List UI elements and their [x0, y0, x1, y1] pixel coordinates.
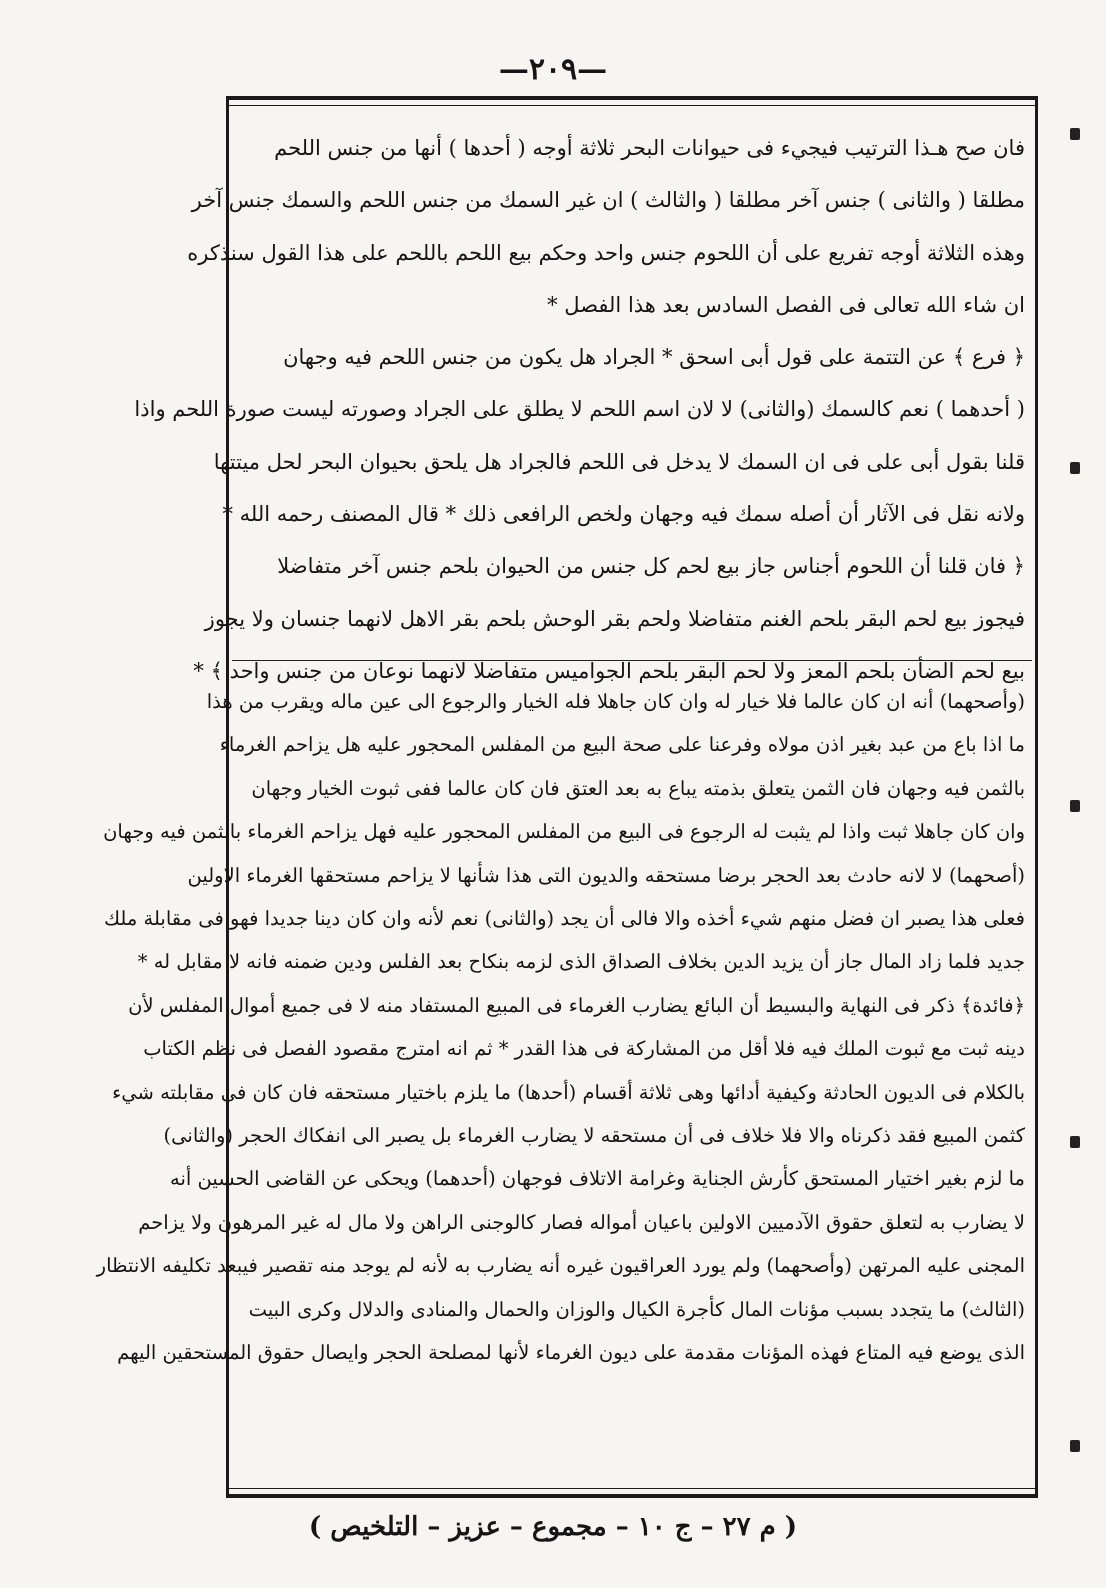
text-line: وهذه الثلاثة أوجه تفريع على أن اللحوم جنس واحد وحكم بيع اللحم باللحم على هذا القول سنذكره: [187, 240, 1025, 265]
text-line: قلنا بقول أبى على فى ان السمك لا يدخل فى اللحم فالجراد هل يلحق بحيوان البحر لحل ميتتها: [213, 449, 1025, 474]
text-line: بيع لحم الضأن بلحم المعز ولا لحم البقر بلحم الجواميس متفاضلا لانهما نوعان من جنس واحد ﴾ *: [193, 658, 1025, 683]
text-line: ما اذا باع من عبد بغير اذن مولاه وفرعنا على صحة البيع من المفلس المحجور عليه هل يزاحم الغرماء: [219, 733, 1025, 757]
binding-hole-mark: [1070, 462, 1080, 474]
text-line: دينه ثبت مع ثبوت الملك فيه فلا أقل من المشاركة فى هذا القدر * ثم انه امترج مقصود الفصل فى نظم الكتاب: [143, 1037, 1025, 1061]
binding-hole-mark: [1070, 128, 1080, 140]
text-line: (الثالث) ما يتجدد بسبب مؤنات المال كأجرة الكيال والوزان والحمال والمنادى والدلال وكرى البيت: [248, 1297, 1025, 1321]
text-line: جديد فلما زاد المال جاز أن يزيد الدين بخلاف الصداق الذى لزمه بنكاح بعد الفلس ودين ضمنه فانه لا مقابل له *: [137, 950, 1025, 974]
section-divider: [232, 660, 1032, 661]
commentary-text-block: [96, 680, 1025, 1375]
text-line: (أصحهما) لا لانه حادث بعد الحجر برضا مستحقه والديون التى هذا شأنها لا يزاحم مستحقها الغرماء الاولين: [187, 863, 1025, 887]
text-line: بالثمن فيه وجهان فان الثمن يتعلق بذمته يباع به بعد العتق فان كان عالما ففى ثبوت الخيار وجهان: [251, 776, 1025, 800]
text-line: مطلقا ( والثانى ) جنس آخر مطلقا ( والثالث ) ان غير السمك من جنس اللحم والسمك جنس آخر: [191, 188, 1025, 213]
text-line: لا يضارب به لتعلق حقوق الآدميين الاولين باعيان أمواله فصار كالوجنى الراهن ولا مال له غير المرهون ولا يزاحم: [138, 1210, 1025, 1234]
text-line: ان شاء الله تعالى فى الفصل السادس بعد هذا الفصل *: [547, 292, 1025, 317]
text-line: المجنى عليه المرتهن (وأصحهما) ولم يورد العراقيون غيره أنه يضارب به لأنه لم يوجد منه تقصير فيبعد تكليفه الانتظار: [96, 1254, 1025, 1278]
text-line: بالكلام فى الديون الحادثة وكيفية أدائها وهى ثلاثة أقسام (أحدها) ما يلزم باختيار مستحقه فان كان فى مقابلته شيء: [112, 1080, 1025, 1104]
text-line: ﴿فائدة﴾ ذكر فى النهاية والبسيط أن البائع يضارب الغرماء فى المبيع المستفاد منه لا فى جميع أموال المفلس لأن: [128, 993, 1025, 1017]
text-line: ولانه نقل فى الآثار أن أصله سمك فيه وجهان ولخص الرافعى ذلك * قال المصنف رحمه الله *: [222, 502, 1025, 527]
text-line: ﴿ فرع ﴾ عن التتمة على قول أبى اسحق * الجراد هل يكون من جنس اللحم فيه وجهان: [283, 345, 1025, 370]
bottom-double-rule: [226, 1488, 1038, 1498]
text-line: فعلى هذا يصبر ان فضل منهم شيء أخذه والا فالى أن يجد (والثانى) نعم لأنه وان كان دينا جديدا فهو فى مقابلة ملك: [103, 907, 1025, 931]
signature-footer: ( م ۲۷ – ج ۱۰ – مجموع – عزيز – التلخيص ): [308, 1512, 798, 1542]
binding-hole-mark: [1070, 1136, 1080, 1148]
text-line: فيجوز بيع لحم البقر بلحم الغنم متفاضلا ولحم بقر الوحش بلحم بقر الاهل لانهما جنسان ولا يجوز: [204, 606, 1025, 631]
text-line: ( أحدهما ) نعم كالسمك (والثانى) لا لان اسم اللحم لا يطلق على الجراد وصورته ليست صورة اللحم واذا: [134, 397, 1025, 422]
binding-hole-mark: [1070, 1440, 1080, 1452]
binding-hole-mark: [1070, 800, 1080, 812]
text-line: كثمن المبيع فقد ذكرناه والا فلا خلاف فى أن مستحقه لا يضارب الغرماء بل يصبر الى انفكاك الحجر (والثانى): [163, 1124, 1025, 1148]
text-line: ﴿ فان قلنا أن اللحوم أجناس جاز بيع لحم كل جنس من الحيوان بلحم جنس آخر متفاضلا: [277, 554, 1025, 579]
text-line: الذى يوضع فيه المتاع فهذه المؤنات مقدمة على ديون الغرماء لأنها لمصلحة الحجر وايصال حقوق المستحقين اليهم: [117, 1341, 1025, 1365]
text-line: وان كان جاهلا ثبت واذا لم يثبت له الرجوع فى البيع من المفلس المحجور عليه فهل يزاحم الغرماء بالثمن فيه وجهان: [103, 820, 1025, 844]
page-number: —۲۰۹—: [498, 52, 608, 87]
main-text-block: [134, 122, 1025, 697]
text-line: ما لزم بغير اختيار المستحق كأرش الجناية وغرامة الاتلاف فوجهان (أحدهما) ويحكى عن القاضى الحسين أنه: [170, 1167, 1025, 1191]
text-line: فان صح هـذا الترتيب فيجيء فى حيوانات البحر ثلاثة أوجه ( أحدها ) أنها من جنس اللحم: [274, 136, 1025, 160]
text-line: (وأصحهما) أنه ان كان عالما فلا خيار له وان كان جاهلا فله الخيار والرجوع الى عين ماله ويقرب من هذا: [206, 690, 1025, 713]
